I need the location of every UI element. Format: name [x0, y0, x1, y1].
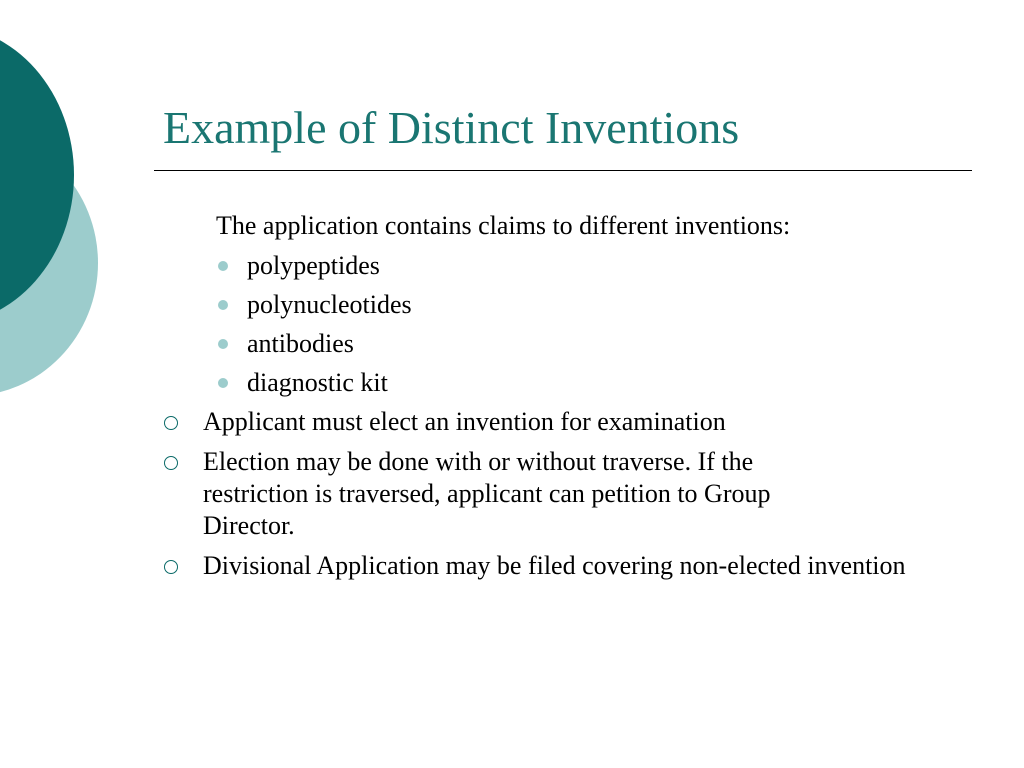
filled-circle-bullet-icon — [218, 261, 228, 271]
main-bullet-text: Applicant must elect an invention for examination — [203, 407, 726, 436]
sub-bullet-text: diagnostic kit — [247, 368, 388, 397]
sub-bullet-text: polynucleotides — [247, 290, 412, 319]
hollow-circle-bullet-icon — [164, 416, 178, 430]
main-bullet-item — [163, 406, 923, 438]
main-bullet-text: Divisional Application may be filed covering non-elected invention — [203, 551, 906, 580]
main-bullet-item — [163, 446, 863, 542]
hollow-circle-bullet-icon — [164, 456, 178, 470]
main-bullet-text: Election may be done with or without traverse. If the restriction is traversed, applicant can petition to Group Director. — [203, 447, 771, 540]
intro-text: The application contains claims to different inventions: — [216, 211, 791, 240]
sub-bullet-text: polypeptides — [247, 251, 380, 280]
slide-title: Example of Distinct Inventions — [163, 102, 740, 153]
filled-circle-bullet-icon — [218, 378, 228, 388]
sub-bullet-text: antibodies — [247, 329, 354, 358]
hollow-circle-bullet-icon — [164, 560, 178, 574]
filled-circle-bullet-icon — [218, 339, 228, 349]
main-bullet-item — [163, 550, 923, 582]
filled-circle-bullet-icon — [218, 300, 228, 310]
